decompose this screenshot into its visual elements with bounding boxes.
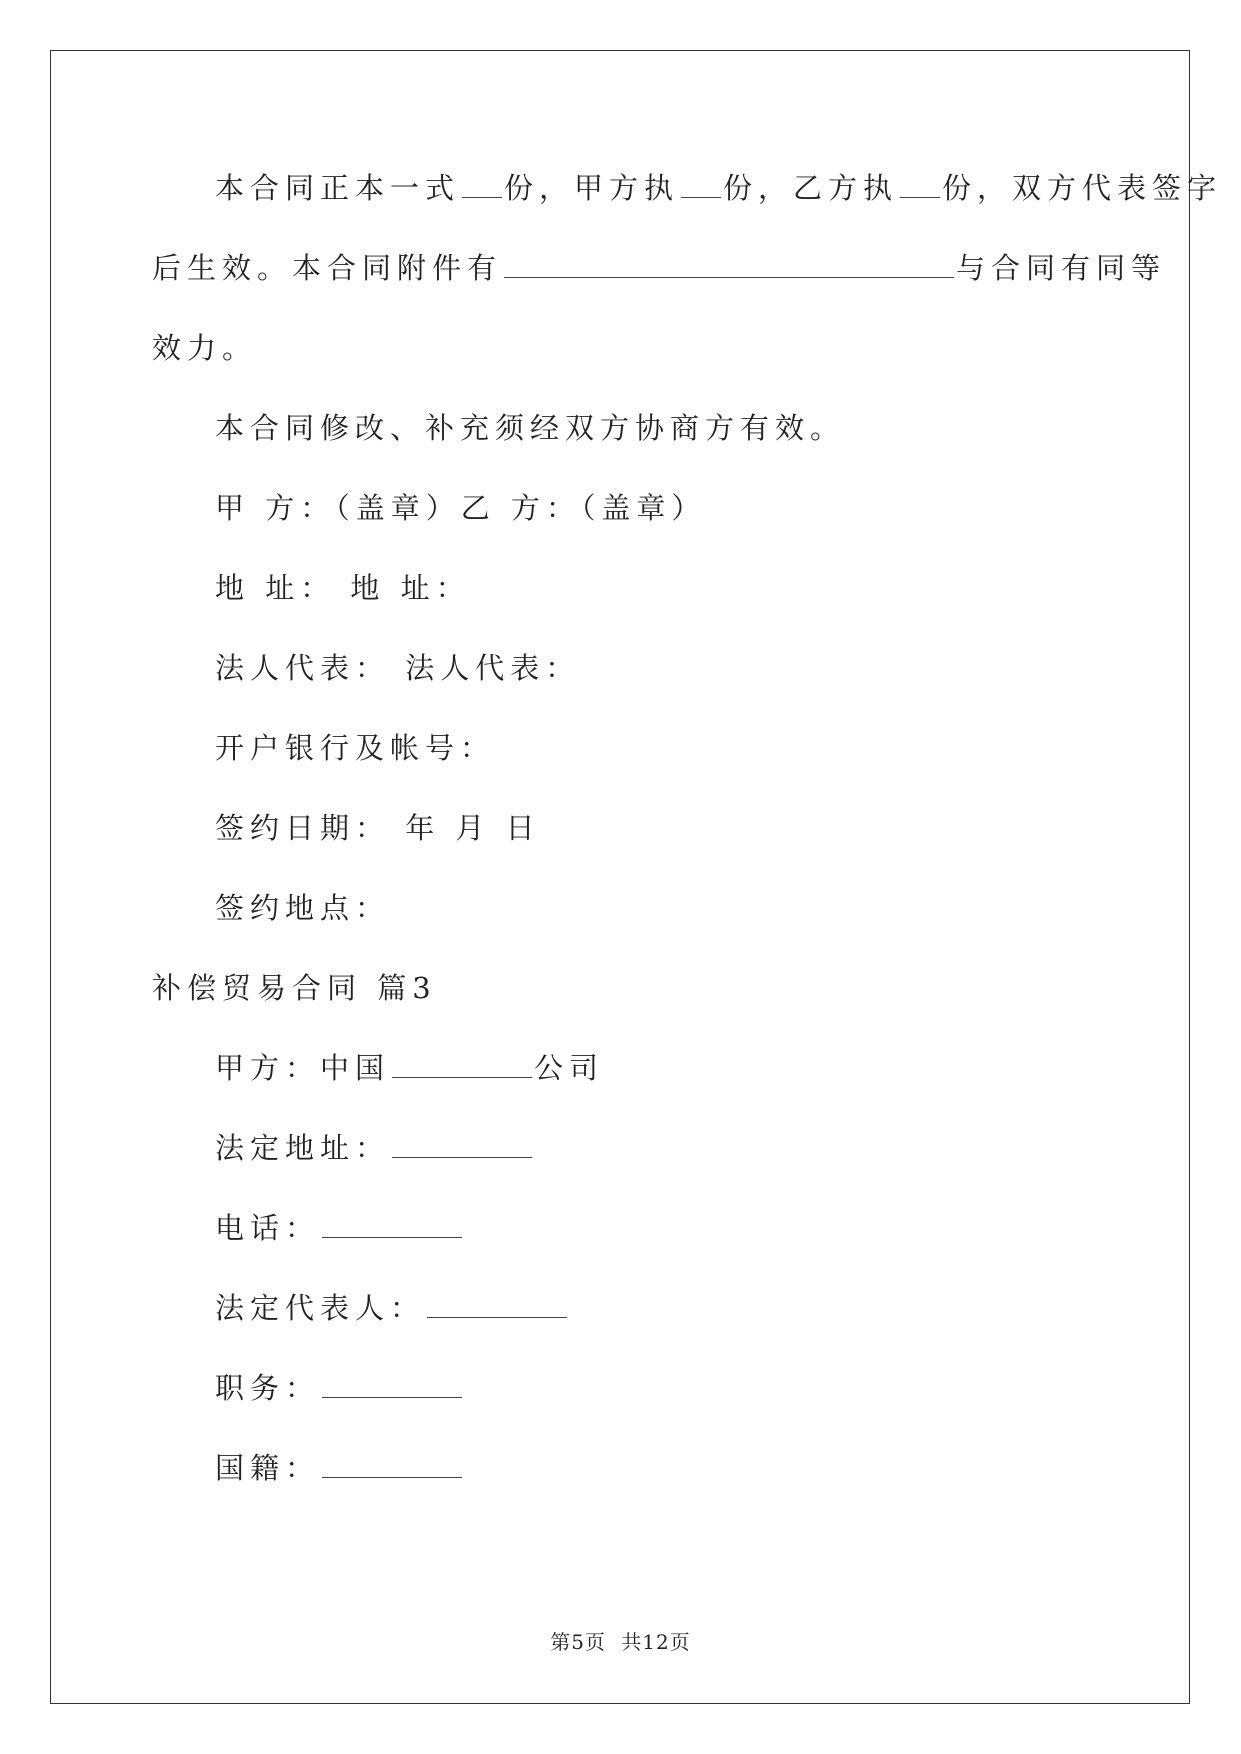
nationality-label: 国籍： [215, 1451, 321, 1485]
copies-text-b: 份，甲方执 [504, 171, 680, 205]
paragraph-address [215, 568, 471, 608]
copies-blank [462, 173, 502, 198]
paragraph-phone [215, 1208, 464, 1248]
legal-representative-blank [427, 1293, 567, 1318]
validity-text: 效力。 [152, 331, 258, 365]
party-a-copies-blank [681, 173, 721, 198]
sign-date-text: 签约日期： 年 月 日 [215, 811, 541, 845]
section-title-text: 补偿贸易合同 篇3 [152, 971, 437, 1005]
party-a-suffix: 公司 [534, 1051, 605, 1085]
paragraph-copies-line2 [152, 248, 1166, 288]
phone-blank [322, 1213, 462, 1238]
legal-representative-label: 法定代表人： [215, 1291, 426, 1325]
amendment-text: 本合同修改、补充须经双方协商方有效。 [215, 411, 846, 445]
paragraph-party-a [215, 1048, 604, 1088]
phone-label: 电话： [215, 1211, 321, 1245]
paragraph-nationality [215, 1448, 464, 1488]
attachment-text-b: 与合同有同等 [956, 251, 1167, 285]
sign-place-text: 签约地点： [215, 891, 391, 925]
paragraph-position [215, 1368, 464, 1408]
address-text: 地 址： 地 址： [215, 571, 471, 605]
legal-rep-text: 法人代表： 法人代表： [215, 651, 581, 685]
copies-text-a: 本合同正本一式 [215, 171, 461, 205]
copies-text-d: 份，双方代表签字 [942, 171, 1223, 205]
party-a-label: 甲方：中国 [215, 1051, 391, 1085]
page-footer [0, 1626, 1241, 1655]
paragraph-amendment [215, 408, 845, 448]
page-number: 第5页 [550, 1630, 606, 1654]
paragraph-copies-line3 [152, 328, 257, 368]
position-blank [322, 1373, 462, 1398]
paragraph-sign-place [215, 888, 390, 928]
copies-text-c: 份，乙方执 [723, 171, 899, 205]
paragraph-sign-date [215, 808, 541, 848]
attachment-blank [504, 253, 954, 278]
party-b-copies-blank [900, 173, 940, 198]
nationality-blank [322, 1453, 462, 1478]
paragraph-legal-rep [215, 648, 580, 688]
paragraph-parties-seal [215, 488, 706, 528]
page-total: 共12页 [621, 1630, 691, 1654]
legal-address-label: 法定地址： [215, 1131, 391, 1165]
section-title [152, 968, 437, 1008]
attachment-text: 后生效。本合同附件有 [152, 251, 503, 285]
bank-account-text: 开户银行及帐号： [215, 731, 496, 765]
party-a-company-blank [392, 1053, 532, 1078]
paragraph-copies [215, 168, 1222, 208]
legal-address-blank [392, 1133, 532, 1158]
paragraph-legal-representative [215, 1288, 569, 1328]
paragraph-legal-address [215, 1128, 534, 1168]
paragraph-bank [215, 728, 495, 768]
parties-seal-text: 甲 方：（盖章）乙 方：（盖章） [215, 491, 707, 525]
position-label: 职务： [215, 1371, 321, 1405]
